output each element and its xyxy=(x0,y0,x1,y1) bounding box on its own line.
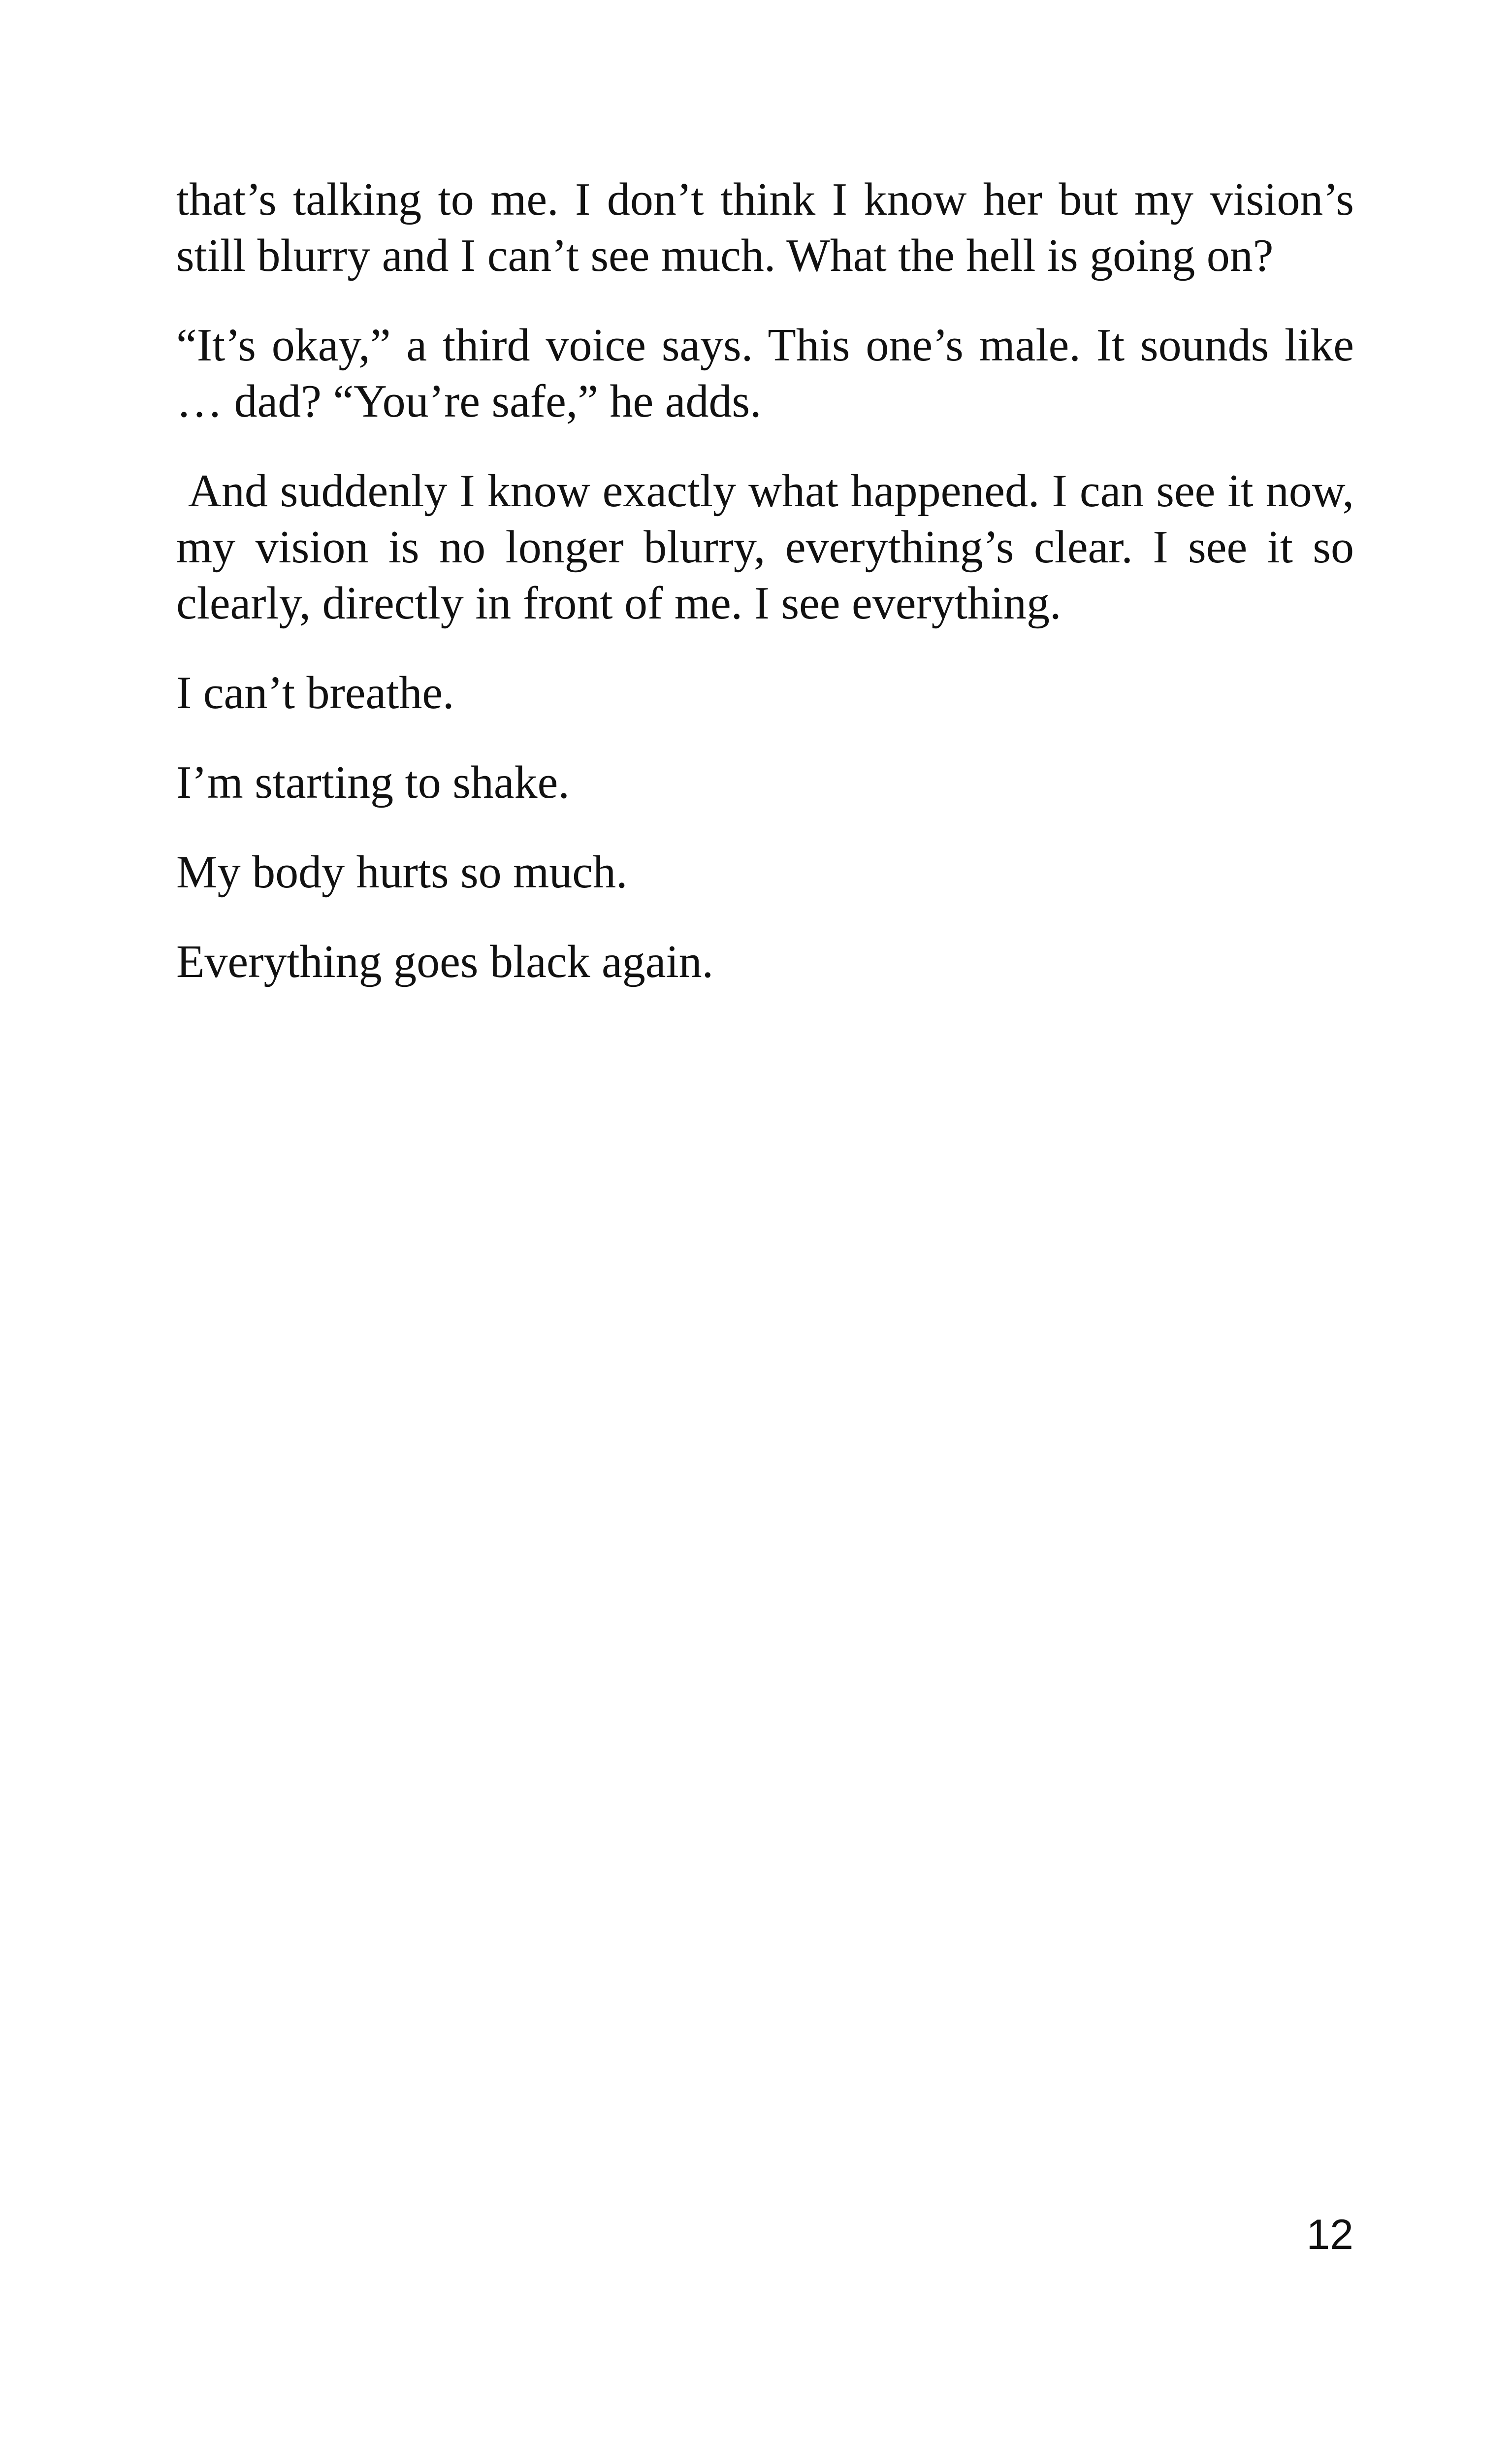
paragraph-5: I’m starting to shake. xyxy=(176,757,570,808)
body-text xyxy=(176,171,1354,1023)
paragraph-4: I can’t breathe. xyxy=(176,667,454,718)
page-number: 12 xyxy=(1306,2211,1353,2258)
paragraph-2: “It’s okay,” a third voice says. This one’s male. It sounds like … dad? “You’re safe,” he adds. xyxy=(176,320,1354,427)
paragraph-7: Everything goes black again. xyxy=(176,936,714,987)
paragraph-3: And suddenly I know exactly what happened. I can see it now, my vision is no longer blurry, everything’s clear. I see it so clearly, directly in front of me. I see everything. xyxy=(176,465,1354,629)
paragraph-1: that’s talking to me. I don’t think I know her but my vision’s still blurry and I can’t see much. What the hell is going on? xyxy=(176,174,1354,281)
paragraph-6: My body hurts so much. xyxy=(176,847,628,898)
